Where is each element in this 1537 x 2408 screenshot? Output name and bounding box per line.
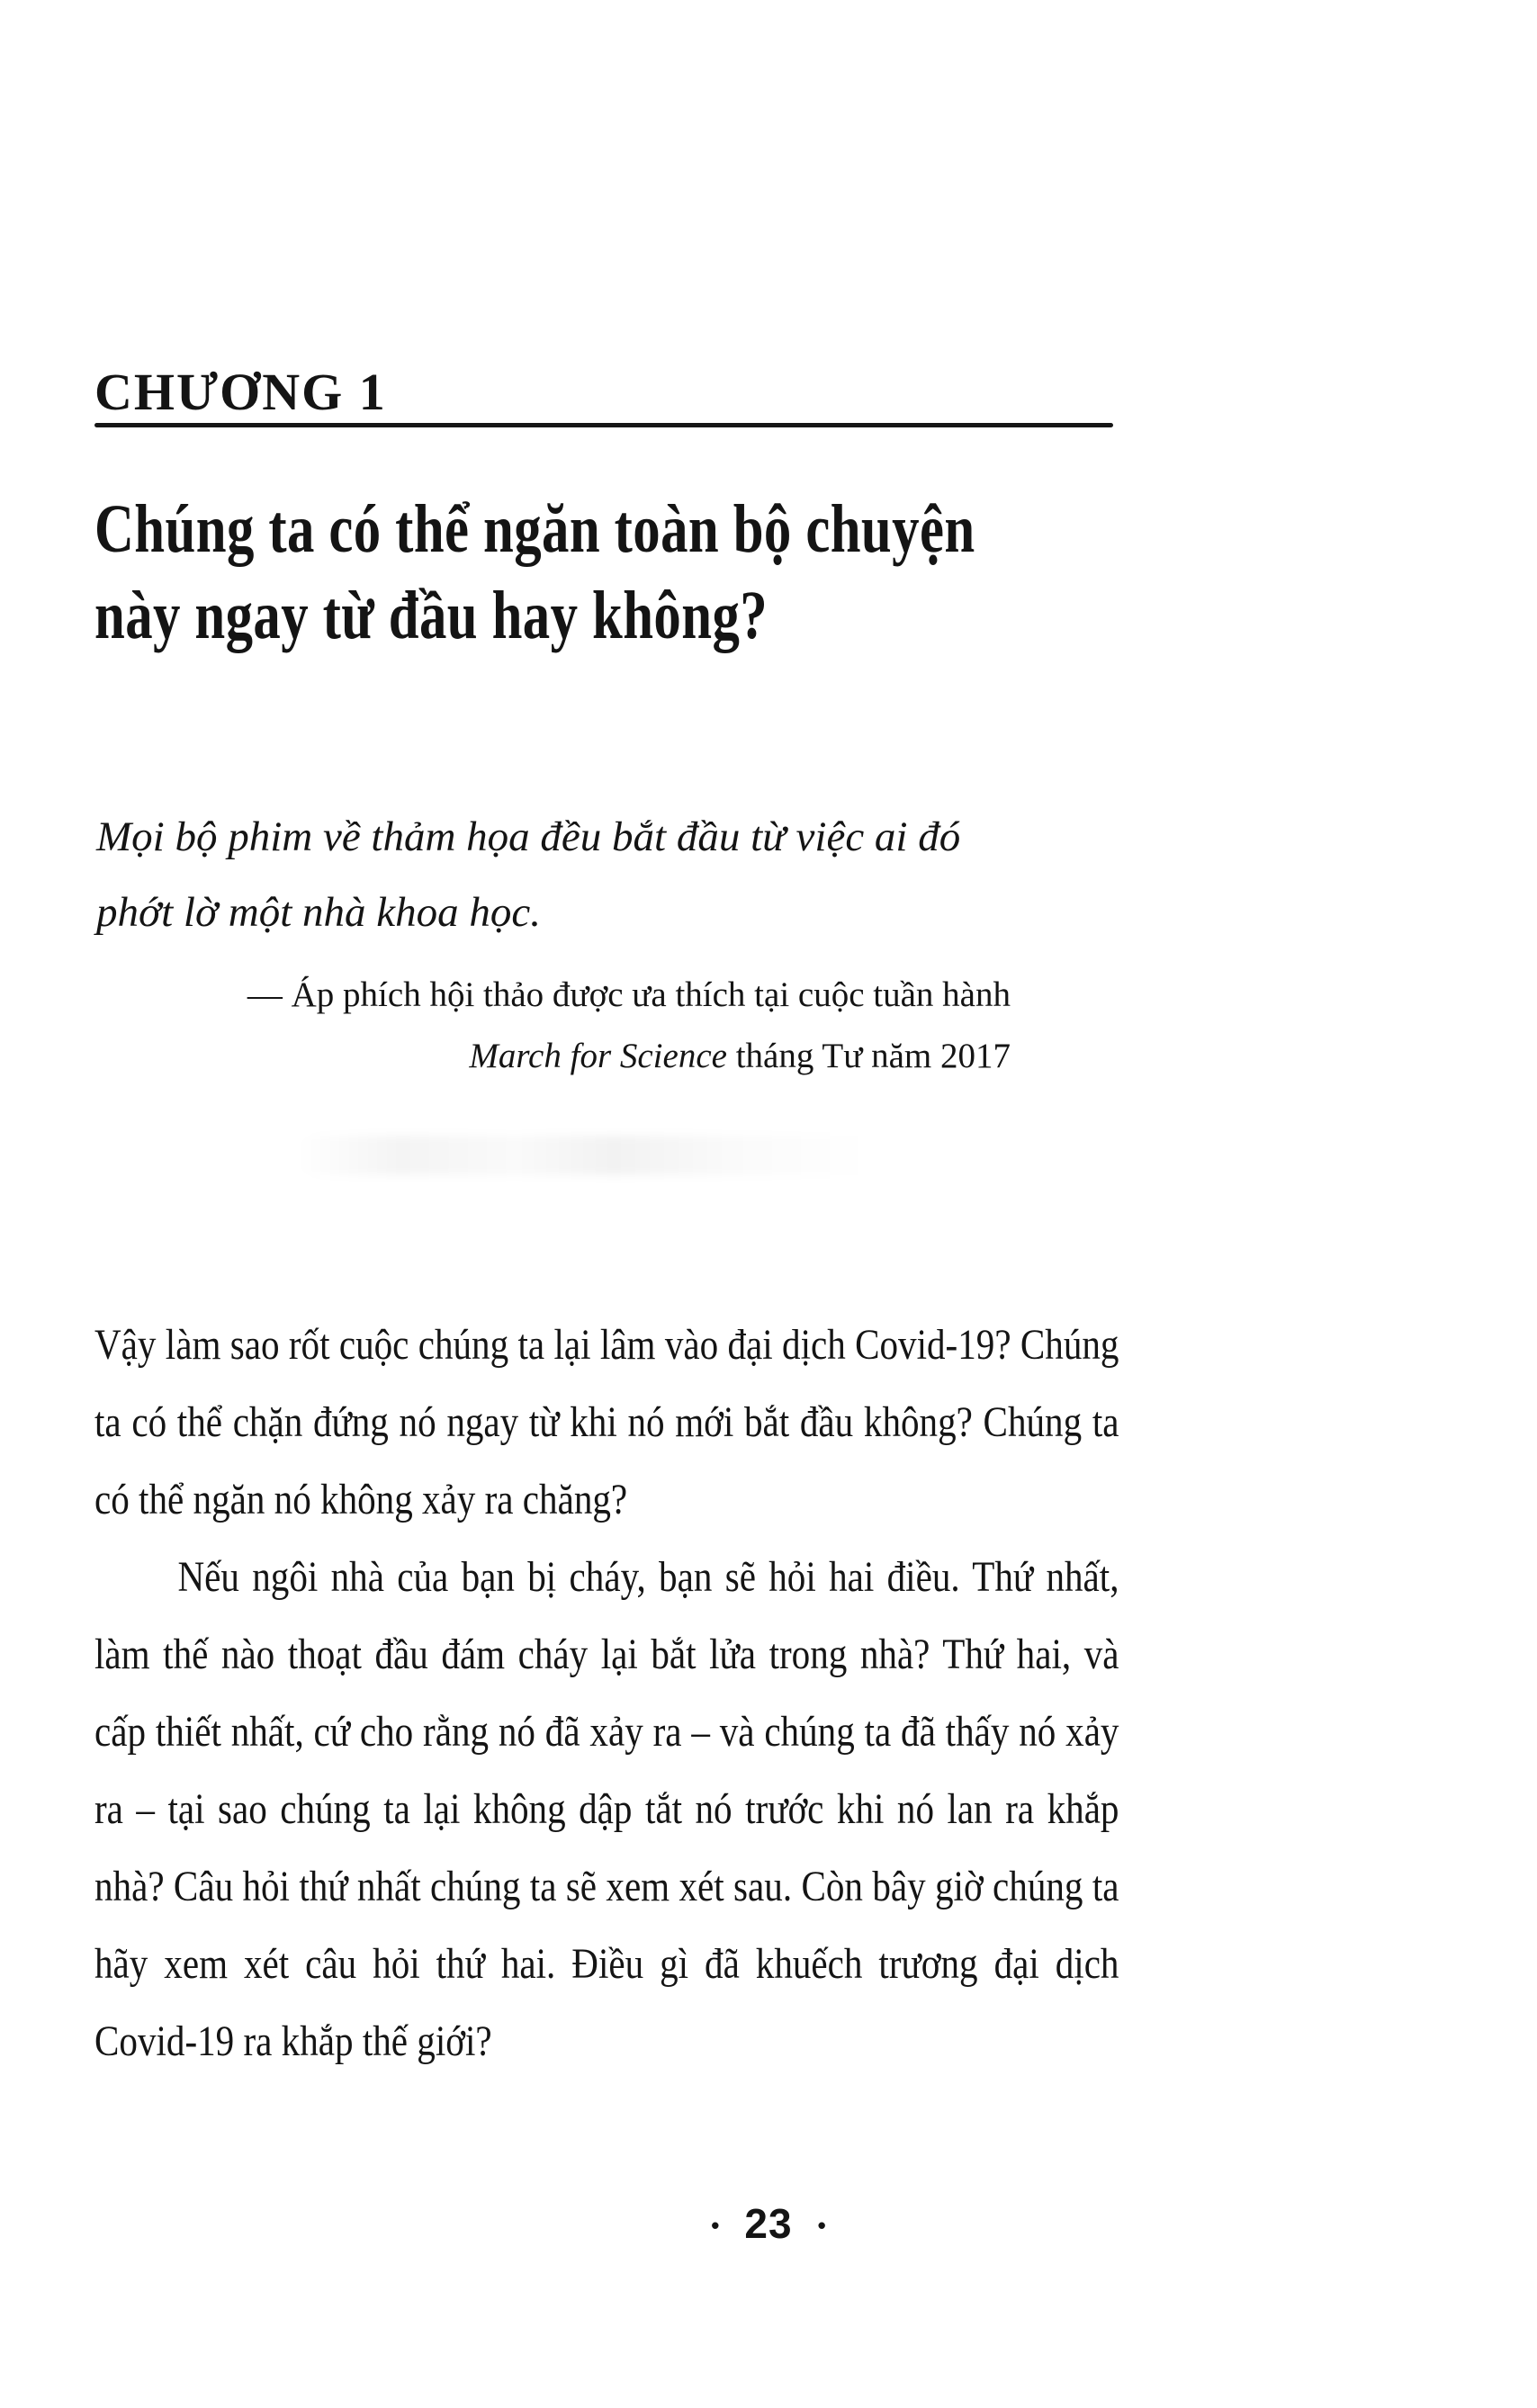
epigraph-quote-line-1: Mọi bộ phim về thảm họa đều bắt đầu từ việc ai đó: [96, 813, 961, 860]
epigraph-attribution-date: tháng Tư năm 2017: [726, 1037, 1011, 1075]
body-text: [94, 1307, 1119, 2080]
epigraph-attribution-line-1: — Áp phích hội thảo được ưa thích tại cuộc tuần hành: [247, 975, 1011, 1014]
epigraph-quote: [96, 799, 1176, 950]
epigraph-quote-line-2: phớt lờ một nhà khoa học.: [96, 889, 542, 936]
page-number-value: 23: [744, 2200, 793, 2247]
page-number-right-dot: •: [817, 2212, 826, 2239]
chapter-underline-rule: [94, 423, 1113, 427]
chapter-title-line-2: này ngay từ đầu hay không?: [94, 578, 768, 653]
epigraph-attribution: [94, 965, 1011, 1087]
page-number-left-dot: •: [711, 2212, 720, 2239]
epigraph-attribution-source: March for Science: [469, 1037, 727, 1075]
chapter-label: CHƯƠNG 1: [94, 363, 387, 421]
body-paragraph-2: Nếu ngôi nhà của bạn bị cháy, bạn sẽ hỏi hai điều. Thứ nhất, làm thế nào thoạt đầu đám cháy lại bắt lửa trong nhà? Thứ hai, và cấp thiết nhất, cứ cho rằng nó đã xảy ra – và chúng ta đã thấy nó xảy ra – tại sao chúng ta lại không dập tắt nó trước khi nó lan ra khắp nhà? Câu hỏi thứ nhất chúng ta sẽ xem xét sau. Còn bây giờ chúng ta hãy xem xét câu hỏi thứ hai. Điều gì đã khuếch trương đại dịch Covid-19 ra khắp thế giới?: [94, 1553, 1119, 2065]
body-paragraph-1: Vậy làm sao rốt cuộc chúng ta lại lâm vào đại dịch Covid-19? Chúng ta có thể chặn đứng nó ngay từ khi nó mới bắt đầu không? Chúng ta có thể ngăn nó không xảy ra chăng?: [94, 1321, 1119, 1523]
page-number: [0, 2200, 1537, 2247]
chapter-title-line-1: Chúng ta có thể ngăn toàn bộ chuyện: [94, 491, 975, 567]
page-bleed-through-artifact: [297, 1136, 873, 1175]
chapter-title: [94, 486, 1372, 659]
